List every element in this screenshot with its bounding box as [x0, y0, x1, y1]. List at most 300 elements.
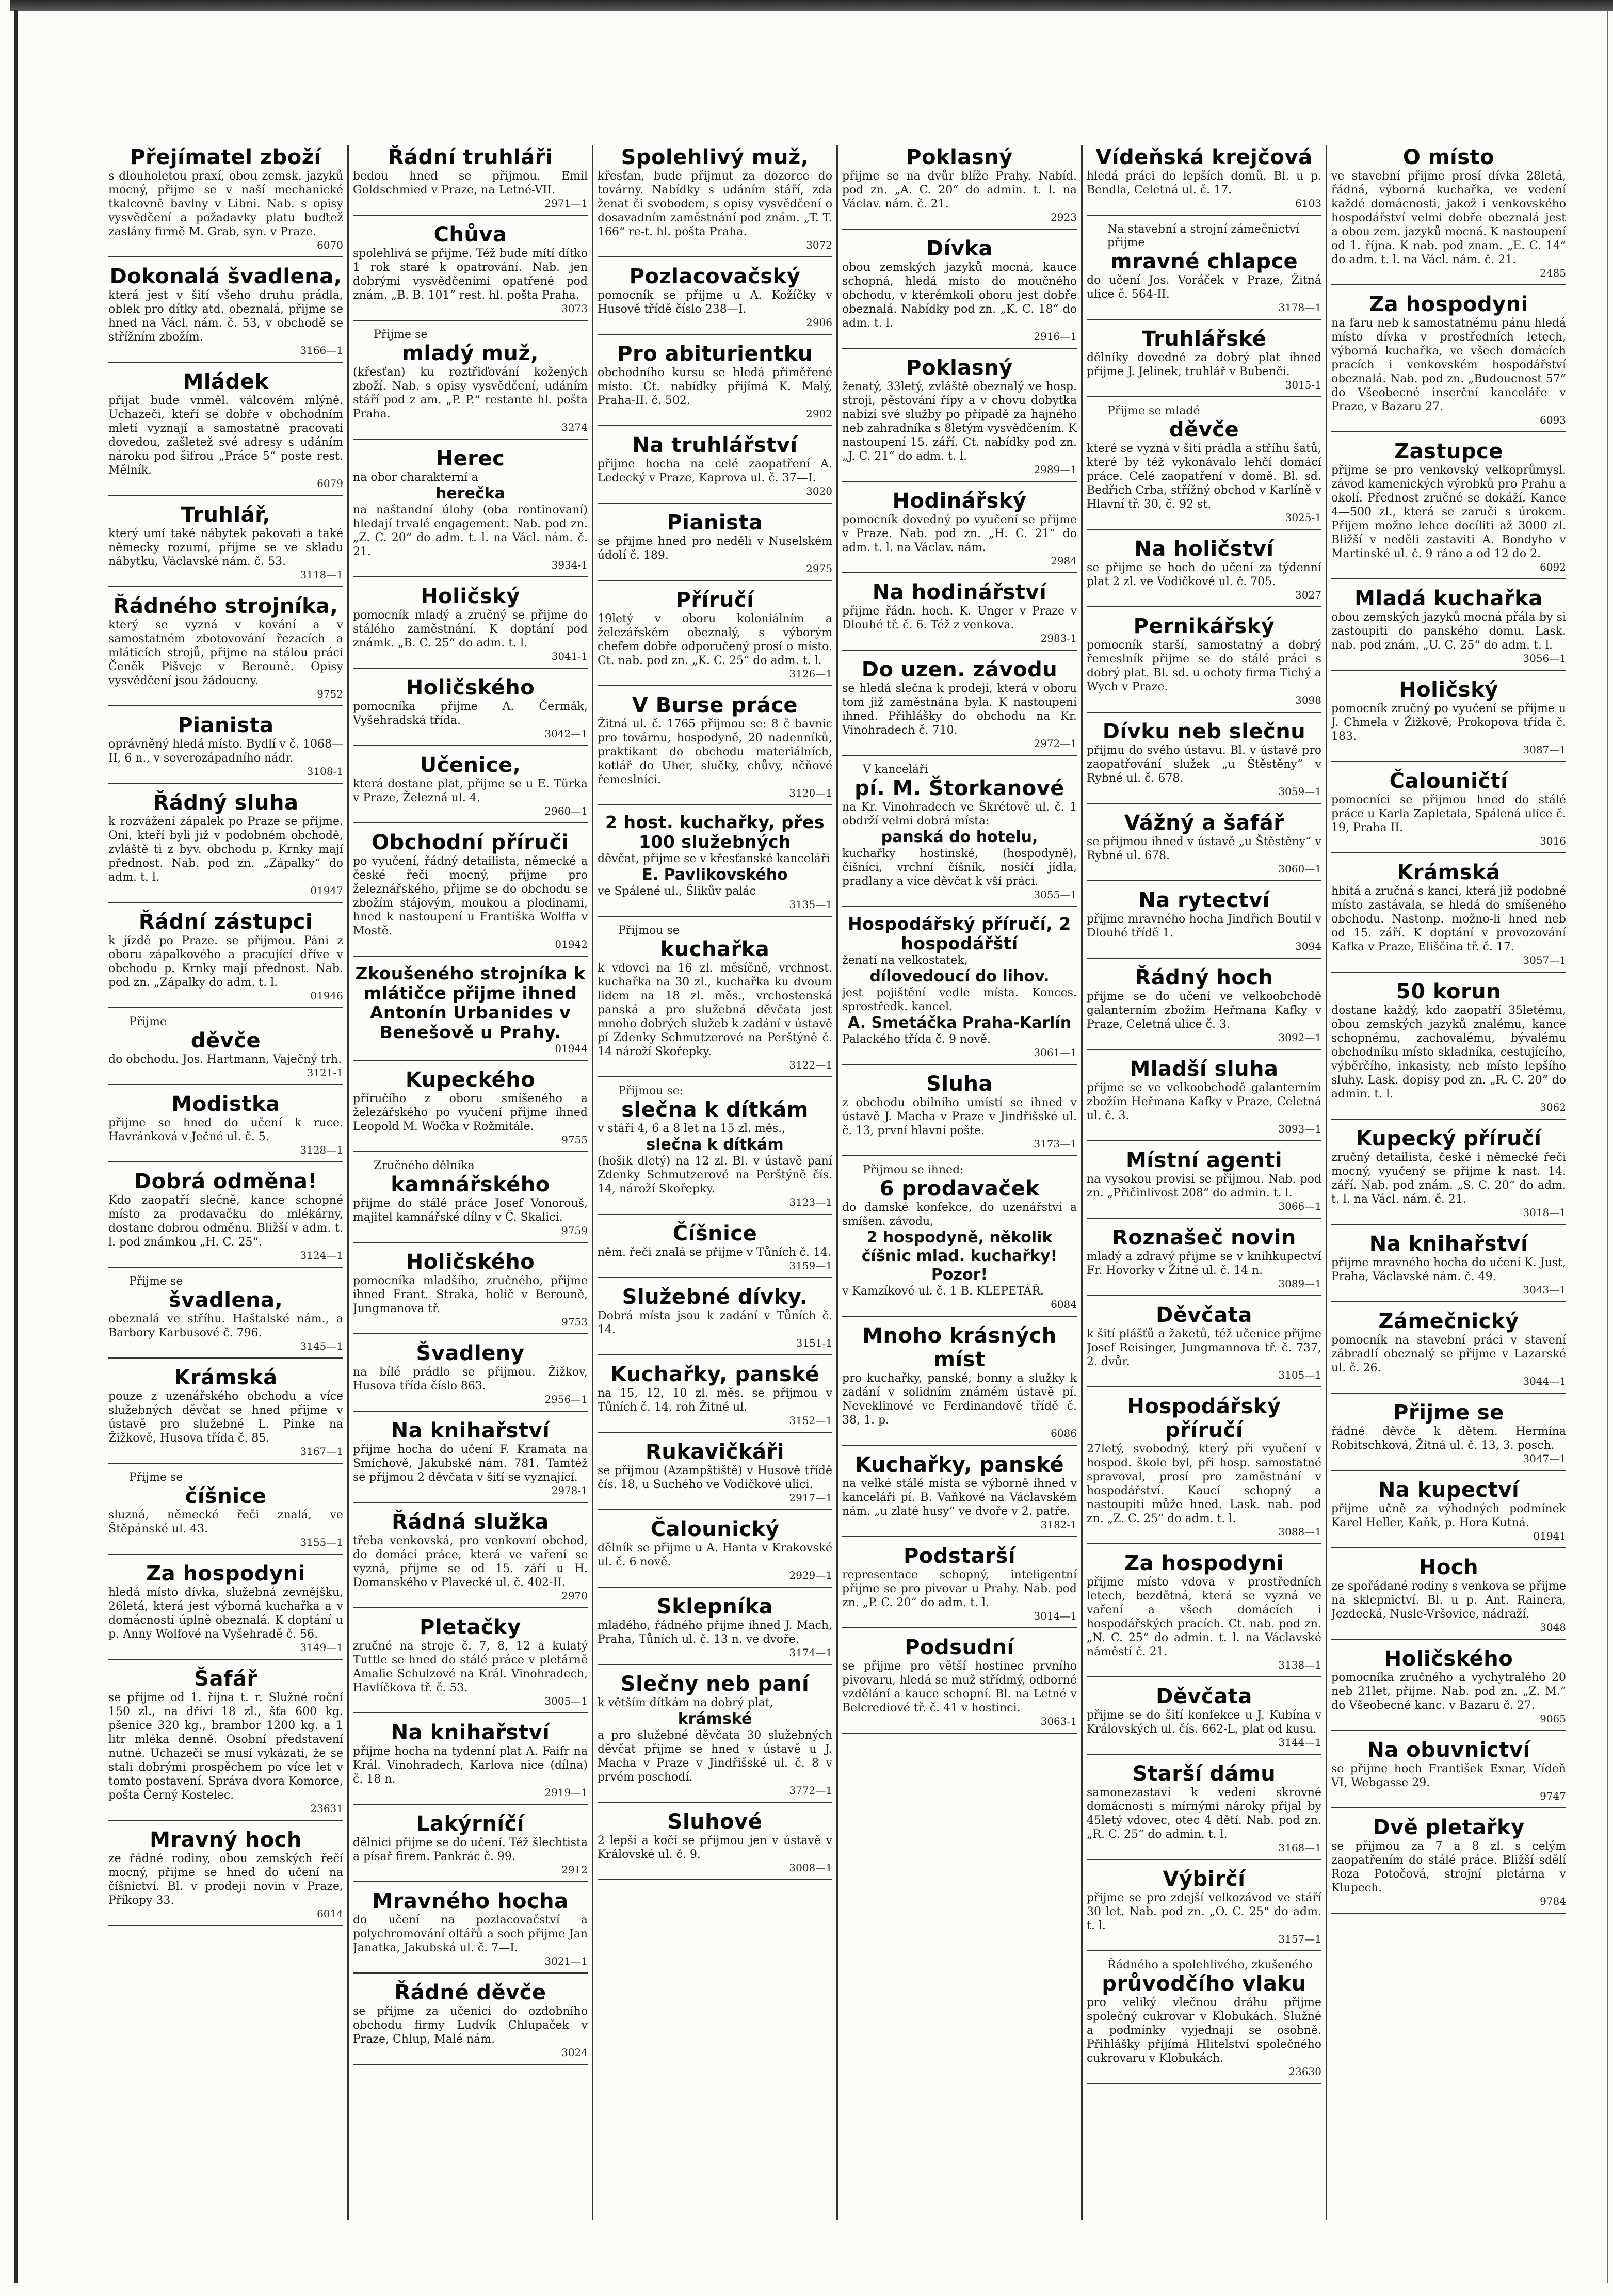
ad-headline: Děvčata — [1156, 1303, 1252, 1327]
classifieds-area — [108, 145, 1567, 2220]
ad-headline: Starší dámu — [1132, 1762, 1276, 1786]
classified-ad — [598, 145, 832, 257]
ad-text: přijme učně za výhodných podmínek Karel Heller, Kaňk, p. Hora Kutná. — [1331, 1502, 1566, 1529]
ad-number: 3060—1 — [1278, 863, 1321, 875]
classified-ad — [1087, 720, 1321, 804]
classified-ad — [598, 265, 832, 335]
ad-number: 2906 — [806, 316, 832, 329]
ad-number: 3015-1 — [1285, 379, 1321, 391]
ad-headline: Holičského — [406, 676, 535, 700]
ad-headline: Vážný a šafář — [1124, 811, 1284, 835]
ad-text: se hledá slečna k prodeji, která v oboru tom již zaměstnána byla. K nastoupení ihned. Přihlášky do obchodu na Kr. Vinohradech č. 710. — [842, 682, 1077, 737]
classified-ad — [108, 1366, 343, 1464]
ad-headline: Holičského — [1384, 1647, 1513, 1671]
ad-number: 6084 — [1051, 1298, 1077, 1311]
classified-ad — [353, 1419, 588, 1503]
classified-ad — [1087, 1685, 1321, 1755]
ad-number: 3138—1 — [1278, 1659, 1321, 1671]
classified-ad — [842, 1636, 1077, 1734]
ad-headline: Podsudní — [905, 1636, 1014, 1659]
ad-number: 01944 — [555, 1042, 588, 1055]
ad-text: ze řádné rodiny, obou zemských řečí mocný, přijme se hned do učení na číšnictví. Bl. v prodeji novin v Praze, Příkopy 33. — [108, 1852, 343, 1907]
ad-headline: Roznašeč novin — [1112, 1226, 1296, 1250]
classified-ad — [108, 791, 343, 903]
classified-ad — [598, 342, 832, 426]
ad-headline: pí. M. Štorkanové — [854, 777, 1064, 800]
ad-headline: Na rytectví — [1138, 888, 1270, 912]
ad-number: 6092 — [1540, 561, 1566, 573]
ad-text: se přijmou (Azampštiště) v Husově třídě čís. 18, u Suchého ve Vodičkové ulici. — [598, 1464, 832, 1491]
ad-headline: Modistka — [171, 1092, 280, 1116]
ad-headline: Kuchařky, panské — [610, 1363, 819, 1386]
classified-ad — [1087, 1149, 1321, 1219]
ad-number: 01941 — [1533, 1530, 1566, 1542]
ad-text: pomocníka přijme A. Čermák, Vyšehradská třída. — [353, 700, 588, 727]
ad-headline: Spolehlivý muž, — [621, 145, 809, 169]
ad-text: křesťan, bude přijmut za dozorce do továrny. Nabídky s udáním stáří, zda ženat či svobodem, s opisy vysvědčení o dosavadním zaměstnání pod znám. „T. T. 166“ re-t. hl. pošta Praha. — [598, 170, 832, 238]
ad-text: která jest v šití všeho druhu prádla, oblek pro dítky atd. obeznalá, přijme se hned na Václ. nám. č. 53, v obchodě se střížním zbožím. — [108, 289, 343, 344]
ad-number: 23630 — [1288, 2065, 1321, 2078]
scan-top-edge — [10, 0, 1613, 11]
column-3 — [598, 145, 832, 2220]
ad-number: 3094 — [1295, 940, 1321, 952]
ad-headline: Kuchařky, panské — [855, 1453, 1064, 1477]
ad-headline: slečna k dítkám — [621, 1098, 809, 1122]
ad-text: na faru neb k samostatnému pánu hledá místo dívka v prostředních letech, výborná kuchařka, ve všech domácích pracích i venkovském hospodářství obeznalá. Nab. pod zn. „Budoucnost 57“ do Všeobecné inserční kanceláře v Praze, v Bazaru 27. — [1331, 317, 1566, 413]
ad-headline: kamnářského — [391, 1173, 550, 1196]
ad-headline: V Burse práce — [632, 693, 798, 717]
ad-text: přijme místo vdova v prostředních letech, bezdětná, která se vyzná ve vaření a všech domácích i hospodářských pracích. Ct. nab. pod zn. „N. C. 25“ do admin. t. l. na Václavské náměstí č. 21. — [1087, 1576, 1321, 1658]
classified-ad — [1331, 145, 1566, 285]
classified-ad — [353, 676, 588, 746]
ad-number: 3159—1 — [789, 1259, 832, 1272]
ad-number: 3024 — [561, 2046, 588, 2059]
ad-headline: O místo — [1402, 145, 1495, 169]
ad-text: něm. řeči znalá se přijme v Tůních č. 14. — [598, 1246, 831, 1259]
ad-headline: Pianista — [667, 511, 763, 535]
ad-headline: Přejímatel zboží — [130, 145, 321, 169]
ad-number: 9747 — [1540, 1790, 1566, 1802]
classified-ad — [1331, 769, 1566, 853]
ad-preamble: Přijme se — [129, 1275, 183, 1288]
classified-ad — [353, 1721, 588, 1805]
classified-ad — [1087, 888, 1321, 959]
ad-number: 2923 — [1051, 211, 1077, 223]
ad-number: 3087—1 — [1523, 743, 1566, 756]
ad-headline: Holičský — [421, 585, 520, 608]
classified-ad — [598, 1595, 832, 1665]
ad-headline: Pianista — [178, 714, 274, 737]
ad-subheadline: panská do hotelu, — [881, 828, 1038, 846]
ad-number: 3021—1 — [544, 1955, 588, 1967]
ad-number: 3089—1 — [1278, 1278, 1321, 1290]
ad-text: do učení Jos. Voráček v Praze, Žitná ulice č. 564-II. — [1087, 274, 1321, 301]
ad-number: 3055—1 — [1034, 888, 1077, 901]
ad-text: přijme hocha na celé zaopatření A. Ledecký v Praze, Kaprova ul. č. 37—I. — [598, 458, 832, 484]
ad-number: 3173—1 — [1034, 1138, 1077, 1150]
ad-text: přijat bude vnměl. válcovém mlýně. Uchazeči, kteří se dobře v obchodním mletí vyznají a samostatně pracovati dovedou, zašletež své adresy s udáním nároku pod šifrou „Práce 5“ poste rest. Mělník. — [108, 394, 343, 477]
ad-headline: Učenice, — [420, 753, 521, 777]
ad-number: 6093 — [1540, 414, 1566, 426]
classified-ad — [1087, 327, 1321, 397]
ad-number: 3166—1 — [300, 344, 343, 357]
ad-number: 3174—1 — [789, 1646, 832, 1659]
ad-subheadline: A. Smetáčka Praha-Karlín — [847, 1014, 1072, 1032]
ad-number: 9784 — [1540, 1895, 1566, 1907]
ad-number: 3016 — [1540, 835, 1566, 847]
classified-ad — [842, 237, 1077, 349]
ad-headline: Sluha — [926, 1072, 993, 1096]
ad-headline: Do uzen. závodu — [861, 658, 1058, 682]
classified-ad — [1087, 223, 1321, 320]
classified-ad — [842, 1453, 1077, 1537]
ad-headline: Na knihařství — [391, 1419, 550, 1443]
classified-ad — [1087, 966, 1321, 1050]
ad-headline: Dívka — [926, 237, 993, 261]
ad-headline: Dokonalá švadlena, — [109, 265, 342, 288]
ad-text: pouze z uzenářského obchodu a více služebných děvčat se hned přijme v ústavě pro služebné L. Pinke na Žižkově, Husova třída č. 85. — [108, 1390, 343, 1445]
ad-headline: Zastupce — [1394, 440, 1503, 463]
ad-number: 3088—1 — [1278, 1526, 1321, 1538]
ad-preamble: Přijme se — [129, 1471, 183, 1484]
ad-number: 2978-1 — [551, 1484, 588, 1497]
ad-text: samonezastaví k vedení skrovné domácnosti s mírnými nároky přijal by 45letý vdovec, otec 4 dětí. Nab. pod zn. „R. C. 25“ do admin. t. l. — [1087, 1786, 1321, 1841]
classified-ad — [353, 1812, 588, 1882]
ad-text: přijme se ve velkoobchodě galanterním zbožím Heřmana Kafky v Praze, Celetná ul. č. 3. — [1087, 1081, 1321, 1122]
classified-ad — [1087, 537, 1321, 607]
ad-number: 3056—1 — [1523, 652, 1566, 665]
ad-text: se přijme hned pro neděli v Nuselském údolí č. 189. — [598, 535, 832, 562]
ad-text: obchodního kursu se hledá přiměřené místo. Ct. nabídky přijímá K. Malý, Praha-II. č. 502. — [598, 366, 832, 407]
classified-ad — [842, 489, 1077, 573]
ad-headline: Mnoho krásných míst — [862, 1324, 1057, 1371]
ad-text: se přijme hoch František Exnar, Vídeň VI, Webgasse 29. — [1331, 1763, 1566, 1789]
ad-headline: Dvě pletařky — [1373, 1816, 1525, 1839]
ad-number: 2919—1 — [544, 1786, 588, 1799]
ad-preamble: Přijme se — [374, 328, 428, 341]
ad-number: 3772—1 — [789, 1784, 832, 1797]
ad-headline: Za hospodyni — [146, 1562, 305, 1586]
ad-number: 3020 — [806, 485, 832, 497]
classified-ad — [598, 1363, 832, 1433]
classified-ad — [1087, 1762, 1321, 1860]
ad-text: se přijmou za 7 a 8 zl. s celým zaopatřením do stálé práce. Bližší sdělí Roza Potočová, strojní pletárna v Klupech. — [1331, 1840, 1566, 1895]
ad-text: která dostane plat, přijme se u E. Türka v Praze, Železná ul. 4. — [353, 778, 588, 804]
ad-text: do obchodu. Jos. Hartmann, Vaječný trh. — [108, 1053, 342, 1066]
ad-number: 2989—1 — [1034, 463, 1077, 476]
ad-number: 3092—1 — [1278, 1031, 1321, 1044]
ad-headline: Řádné děvče — [394, 1981, 546, 2004]
column-rule — [836, 145, 838, 2220]
ad-text: přijme se do šití konfekce u J. Kubína v Královských ul. čís. 662-L, plat od kusu. — [1087, 1709, 1321, 1736]
column-5 — [1087, 145, 1321, 2220]
ad-number: 3048 — [1540, 1621, 1566, 1634]
ad-text: k větším dítkám na dobrý plat, — [598, 1696, 773, 1709]
classified-ad — [1331, 440, 1566, 579]
ad-number: 3073 — [561, 302, 588, 315]
ad-text: Dobrá místa jsou k zadání v Tůních č. 14. — [598, 1309, 832, 1336]
classified-ad — [842, 356, 1077, 482]
ad-headline: Šafář — [194, 1667, 257, 1691]
ad-number: 2902 — [806, 408, 832, 420]
ad-text: po vyučení, řádný detailista, německé a české řeči mocný, přijme pro železnářského, přijme se do obchodu se zbožím stájovým, moukou a plodinami, hned k nastoupení u Františka Wolffa v Mostě. — [353, 855, 588, 937]
ad-headline: 2 host. kuchařky, přes 100 služebných — [605, 812, 825, 852]
ad-number: 3274 — [561, 421, 588, 433]
classified-ad — [1331, 1232, 1566, 1302]
classified-ad — [598, 924, 832, 1077]
ad-headline: Truhlářské — [1141, 327, 1267, 351]
ad-headline: Obchodní příruči — [372, 831, 569, 854]
ad-number: 3063-1 — [1040, 1715, 1077, 1727]
ad-headline: mladý muž, — [402, 342, 539, 365]
classified-ad — [598, 1222, 832, 1278]
classified-ad — [1331, 980, 1566, 1120]
ad-text: pomocníci se přijmou hned do stálé práce u Karla Zapletala, Spálená ulice č. 19, Praha II. — [1331, 794, 1566, 834]
classified-ad — [353, 1889, 588, 1974]
ad-headline: Na kupectví — [1378, 1478, 1520, 1502]
ad-text: přijme se pro zdejší velkozávod ve stáří 30 let. Nab. pod zn. „O. C. 25“ do adm. t. l. — [1087, 1891, 1321, 1932]
ad-headline: Na hodinářství — [872, 580, 1047, 604]
ad-headline: Na truhlářství — [632, 433, 798, 457]
ad-number: 2912 — [561, 1864, 588, 1876]
classified-ad — [842, 1544, 1077, 1628]
ad-headline: Zkoušeného strojníka k mlátičce přijme ihned Antonín Urbanides v Benešově u Prahy. — [355, 963, 586, 1042]
ad-number: 3105—1 — [1278, 1369, 1321, 1381]
ad-headline: Hospodářský příručí — [1127, 1395, 1281, 1442]
ad-subheadline: slečna k dítkám — [646, 1136, 784, 1154]
ad-text: na Kr. Vinohradech ve Škrétově ul. č. 1 obdrží velmi dobrá místa: — [842, 801, 1077, 828]
ad-text: (křesťan) ku roztřiďování kožených zboží. Nab. s opisy vysvědčení, udáním stáří pod z am. „P. P.“ restante hl. pošta Praha. — [353, 366, 588, 421]
ad-text: pomocníka zručného a vychytralého 20 neb 21let, přijme. Nab. pod zn. „Z. M.“ do Všeobecné kanc. v Bazaru č. 27. — [1331, 1671, 1566, 1712]
ad-number: 3066—1 — [1278, 1200, 1321, 1212]
classified-ad — [353, 1341, 588, 1412]
ad-text: a pro služebné děvčata 30 služebných děvčat přijme se hned v ústavě u J. Macha v Praze v Jindřišské ul. č. 8 v prvém poschodí. — [598, 1729, 832, 1784]
ad-number: 6103 — [1295, 197, 1321, 209]
ad-number: 9065 — [1540, 1712, 1566, 1725]
ad-headline: Krámská — [174, 1366, 278, 1389]
classified-ad — [1087, 1959, 1321, 2084]
classified-ad — [842, 1072, 1077, 1156]
ad-number: 3042—1 — [544, 727, 588, 740]
ad-headline: Čalouničtí — [1389, 769, 1508, 793]
ad-headline: Za hospodyni — [1124, 1551, 1284, 1575]
classified-ad — [1087, 1303, 1321, 1387]
ad-text: děvčat, přijme se v křesťanské kanceláři — [598, 852, 830, 865]
ad-text: na velké stálé místa se výborně ihned v kanceláři pí. B. Vaňkové na Václavském nám. „u zlaté husy“ ve dvoře v 2. patře. — [842, 1477, 1077, 1518]
ad-text: 19letý v oboru koloniálním a železářském obeznalý, s výborým chefem dobře odporučený prosí o místo. Ct. nab. pod zn. „K. C. 25“ do adm. t. l. — [598, 612, 832, 667]
ad-number: 3120—1 — [789, 787, 832, 799]
classified-ad — [108, 1092, 343, 1162]
ad-headline: Sluhové — [667, 1810, 763, 1834]
ad-subheadline: dílovedoucí do lihov. — [869, 967, 1050, 985]
ad-text: pomocníka mladšího, zručného, přijme ihned Frant. Straka, holič v Berouně, Jungmanova tř. — [353, 1274, 588, 1315]
classified-ad — [353, 1510, 588, 1608]
ad-headline: Pro abiturientku — [617, 342, 813, 366]
ad-headline: Řádný sluha — [153, 791, 299, 815]
ad-headline: Za hospodyni — [1369, 293, 1528, 316]
ad-headline: Dívku neb slečnu — [1102, 720, 1306, 743]
classified-ad — [598, 433, 832, 504]
ad-text: přijme hocha na tydenní plat A. Faifr na Král. Vinohradech, Karlova nice (dílna) č. 18 n. — [353, 1745, 588, 1786]
ad-text: přijme se hned do učení k ruce. Havránková v Ječné ul. č. 5. — [108, 1117, 343, 1143]
ad-headline: Služebné dívky. — [622, 1285, 808, 1309]
ad-headline: mravné chlapce — [1110, 250, 1298, 273]
classified-ad — [108, 503, 343, 587]
ad-text: řádné děvče k dětem. Hermína Robitschková, Žitná ul. č. 13, 3. posch. — [1331, 1425, 1566, 1452]
ad-text: v Kamzíkové ul. č. 1 B. KLEPETÁŘ. — [842, 1285, 1044, 1298]
ad-text: obeznalá ve stříhu. Haštalské nám., a Barbory Karbusové č. 796. — [108, 1313, 343, 1339]
ad-headline: Rukavičkáři — [646, 1440, 784, 1464]
ad-number: 3155—1 — [300, 1536, 343, 1548]
ad-headline: Zámečnický — [1378, 1309, 1519, 1333]
ad-number: 3167—1 — [300, 1445, 343, 1458]
classified-ad — [1087, 1226, 1321, 1296]
ad-headline: Podstarší — [903, 1544, 1016, 1568]
column-rule — [1326, 145, 1327, 2220]
ad-text: ve Spálené ul., Šlikův palác — [598, 885, 756, 898]
ad-text: hledá místo dívka, služebná zevnějšku, 26letá, která jest výborná kuchařka a v domácnosti úplně obeznalá. K doptání u p. Anny Wolfové na Vyšehradě č. 56. — [108, 1586, 343, 1641]
ad-number: 3044—1 — [1523, 1375, 1566, 1387]
ad-number: 3027 — [1295, 589, 1321, 601]
ad-text: přijme řádn. hoch. K. Unger v Praze v Dlouhé tř. č. 6. Též z venkova. — [842, 605, 1077, 632]
ad-headline: Na knihařství — [391, 1721, 550, 1744]
ad-headline: Mládek — [183, 370, 269, 394]
classified-ad — [353, 1250, 588, 1334]
classified-ad — [108, 1015, 343, 1085]
classified-ad — [1087, 405, 1321, 530]
ad-text: ve stavební přijme prosí dívka 28letá, řádná, výborná kuchařka, ve vedení každé domácnosti, jakož i venkovského hospodářství velmi dobře obeznalá jest a obou zem. jazyků mocná. K nastoupení od 1. října. K nab. pod znam. „E. C. 14“ do adm. t. l. na Václ. nám. č. 21. — [1331, 170, 1566, 266]
classified-ad — [1087, 1057, 1321, 1141]
ad-headline: Mravného hocha — [372, 1889, 569, 1913]
ad-headline: Kupeckého — [405, 1068, 536, 1092]
ad-headline: Švadleny — [416, 1341, 525, 1365]
ad-number: 9755 — [561, 1134, 588, 1146]
classified-ad — [1087, 811, 1321, 881]
ad-preamble: Přijmou se: — [618, 1085, 684, 1097]
ad-headline: Dobrá odměna! — [134, 1170, 318, 1193]
ad-headline: Mladá kuchařka — [1354, 587, 1543, 610]
ad-number: 3168—1 — [1278, 1841, 1321, 1854]
ad-number: 6070 — [317, 239, 343, 251]
ad-text: přijme se pro venkovský velkoprůmysl. závod kamenických výrobků pro Prahu a okolí. Přednost zručné se dokáží. Kance 4—500 zl., která se zaruči s úrokem. Přijem možno lehce docíliti až 3000 zl. Bližší v neděli zastaviti A. Bondyho v Martinské ul. č. 9 ráno a od 12 do 2. — [1331, 464, 1566, 560]
ad-text: přijme hocha do učení F. Kramata na Smíchově, Jakubské nám. 781. Tamtéž se přijmou 2 děvčata v šití se vyznající. — [353, 1443, 588, 1484]
ad-text: s dlouholetou praxí, obou zemsk. jazyků mocný, přijme se v naší mechanické tkalcovně bavlny v Libni. Nab. s opisy vysvědčení a požadavky platu buďtež zaslány firmě M. Grab, syn. v Praze. — [108, 170, 343, 238]
column-6 — [1331, 145, 1566, 2220]
ad-headline: číšnice — [185, 1484, 267, 1508]
ad-text: pro kuchařky, panské, bonny a služky k zadání v solidním známém ústavě pí. Neveklinové ve Ferdinandově třídě č. 38, 1. p. — [842, 1372, 1077, 1427]
ad-headline: Poklasný — [906, 356, 1013, 380]
classified-ad — [1331, 1401, 1566, 1471]
ad-headline: Kupecký příručí — [1356, 1127, 1542, 1151]
ad-headline: Děvčata — [1156, 1685, 1252, 1708]
ad-number: 2956—1 — [544, 1393, 588, 1405]
ad-preamble: Přijme — [129, 1015, 167, 1028]
classified-ad — [598, 1672, 832, 1803]
ad-number: 3062 — [1540, 1101, 1566, 1113]
classified-ad — [1331, 293, 1566, 432]
ad-preamble: V kanceláři — [863, 763, 928, 776]
ad-number: 3121-1 — [307, 1066, 343, 1079]
ad-text: v stáří 4, 6 a 8 let na 15 zl. měs., — [598, 1122, 786, 1135]
ad-headline: Na holičství — [1134, 537, 1274, 561]
ad-preamble: Přijmou se ihned: — [863, 1163, 964, 1176]
ad-number: 6014 — [317, 1907, 343, 1920]
ad-number: 01942 — [555, 938, 588, 950]
ad-headline: Na knihařství — [1369, 1232, 1528, 1256]
ad-number: 3072 — [806, 239, 832, 251]
classified-ad — [353, 145, 588, 216]
ad-text: representace schopný, inteligentní přijme se pro pivovar u Prahy. Nab. pod zn. „P. C. 20“ do adm. t. l. — [842, 1569, 1077, 1609]
classified-ad — [353, 1615, 588, 1713]
classified-ad — [1087, 1867, 1321, 1951]
classified-ad — [842, 145, 1077, 230]
classified-ad — [353, 585, 588, 669]
classified-ad — [1331, 1738, 1566, 1808]
classified-ad — [842, 1324, 1077, 1446]
ad-text: ze spořádané rodiny s venkova se přijme na sklepnictví. Bl. u p. Ant. Rainera, Jezdecká, Nusle-Vršovice, nádraží. — [1331, 1580, 1566, 1621]
ad-text: z obchodu obilního umístí se ihned v ústavě J. Macha v Praze v Jindřišské ul. č. 13, první hlavní pošte. — [842, 1096, 1077, 1137]
classified-ad — [108, 1275, 343, 1359]
ad-headline: Místní agenti — [1125, 1149, 1283, 1172]
ad-number: 3124—1 — [300, 1249, 343, 1262]
ad-number: 3122—1 — [789, 1059, 832, 1071]
classified-ad — [842, 1163, 1077, 1317]
classified-ad — [353, 223, 588, 321]
classified-ad — [1331, 1556, 1566, 1640]
classified-ad — [598, 1440, 832, 1510]
ad-text: na bílé prádlo se přijmou. Žižkov, Husova třída číslo 863. — [353, 1366, 588, 1393]
ad-number: 3152—1 — [789, 1414, 832, 1427]
ad-headline: děvče — [190, 1029, 261, 1053]
ad-headline: Slečny neb paní — [620, 1672, 810, 1696]
ad-text: ženatý, 33letý, zvláště obeznalý ve hosp. stroji, pěstování řípy a v chovu dobytka nabízí své služby po případě za hajného neb zahradníka s 8letým vysvědčením. K nastoupení 15. září. Ct. nabídky pod zn. „J. C. 21“ do adm. t. l. — [842, 380, 1077, 463]
classified-ad — [353, 831, 588, 957]
ad-number: 3128—1 — [300, 1144, 343, 1156]
ad-text: pomocník se přijme u A. Kožíčky v Husově třídě číslo 238—I. — [598, 289, 832, 316]
ad-headline: Pletačky — [420, 1615, 521, 1639]
classified-ad — [353, 447, 588, 577]
classified-ad — [108, 1828, 343, 1926]
ad-headline: Čalounický — [650, 1517, 780, 1541]
ad-number: 2970 — [561, 1590, 588, 1602]
classified-ad — [1087, 615, 1321, 713]
column-1 — [108, 145, 343, 2220]
ad-number: 01947 — [310, 884, 343, 897]
ad-headline: Mladší sluha — [1130, 1057, 1279, 1081]
ad-number: 3149—1 — [300, 1641, 343, 1654]
ad-text: pomocník starší, samostatný a dobrý řemeslník přijme se do stálé práci s dobrý plat. Bl. sd. u ochoty firma Tichý a Wych v Praze. — [1087, 639, 1321, 693]
ad-text: dělníky dovedné za dobrý plat ihned přijme J. Jelínek, truhlář v Bubenči. — [1087, 351, 1321, 378]
ad-text: přijme do stálé práce Josef Vonorouš, majitel kamnářské dílny v Č. Skalici. — [353, 1197, 588, 1224]
ad-headline: Příručí — [675, 588, 754, 612]
classified-ad — [1331, 1478, 1566, 1548]
ad-text: na naštandní úlohy (oba rontinovaní) hledají trvalé engagement. Nab. pod zn. „Z. C. 20“ do adm. t. l. na Václ. nám. č. 21. — [353, 504, 588, 558]
classified-ad — [1331, 861, 1566, 973]
ad-text: spolehlivá se přijme. Též bude mítí dítko 1 rok staré k opatrování. Nab. jen dobrými vysvědčeními opatřené pod znám. „B. B. 101“ rest. hl. pošta Praha. — [353, 247, 588, 302]
classified-ad — [598, 1085, 832, 1215]
column-rule — [592, 145, 593, 2220]
ad-number: 2975 — [806, 562, 832, 575]
ad-headline: Vídeňská krejčová — [1095, 145, 1313, 169]
ad-headline: Řádný hoch — [1135, 966, 1273, 990]
ad-number: 3014—1 — [1034, 1610, 1077, 1622]
ad-headline: průvodčího vlaku — [1102, 1972, 1306, 1996]
ad-text: který umí také nábytek pakovati a také německy rozumí, přijme se ve skladu nábytku, Václavské nám. č. 53. — [108, 527, 343, 568]
ad-text: Kdo zaopatří slečně, kance schopné místo za prodavačku do mlékárny, dostane dobrou odměnu. Bližší v adm. t. l. pod známkou „H. C. 25“. — [108, 1194, 343, 1249]
ad-text: hledá práci do lepších domů. Bl. u p. Bendla, Celetná ul. č. 17. — [1087, 170, 1321, 197]
ad-number: 2916—1 — [1034, 330, 1077, 343]
ad-headline: Sklepníka — [656, 1595, 773, 1619]
